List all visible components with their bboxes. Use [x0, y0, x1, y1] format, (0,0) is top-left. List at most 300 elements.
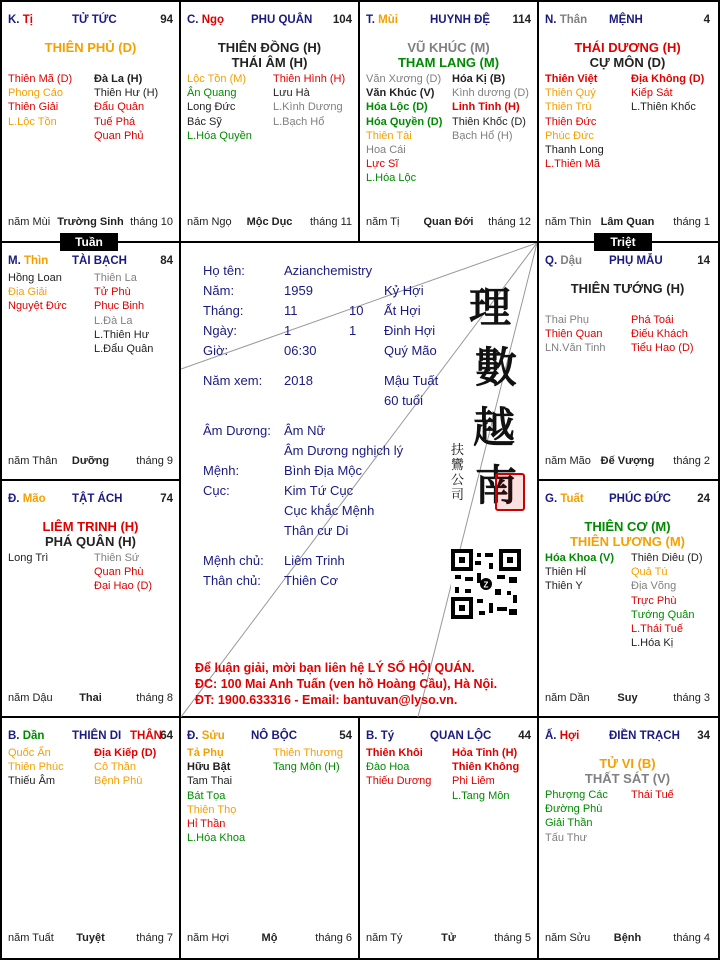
palace-cell — [2, 718, 179, 956]
minor-star: Trực Phù — [631, 594, 677, 607]
minor-star: Phá Toái — [631, 314, 674, 326]
palace-branch: Sửu — [201, 730, 225, 742]
palace-footer — [8, 216, 173, 230]
palace-cell — [539, 243, 716, 479]
minor-star: Văn Xương (D) — [366, 73, 442, 85]
minor-star: Thiên Giải — [8, 101, 59, 114]
minor-star: Long Trì — [8, 552, 49, 564]
palace-branch: Tuất — [560, 493, 584, 505]
palace-month: tháng 5 — [494, 932, 531, 944]
main-star: THẤT SÁT (V) — [584, 771, 671, 786]
palace-age-number: 114 — [512, 14, 531, 26]
minor-stars-left — [366, 72, 442, 186]
amduong-value-2: Âm Dương nghịch lý — [284, 443, 404, 458]
palace-cell — [181, 2, 358, 240]
palace-body-marker: THÂN — [130, 730, 162, 742]
menhchu-label: Mệnh chủ: — [203, 553, 264, 568]
grid-border — [358, 716, 360, 960]
minor-star: Thiên Tài — [366, 129, 412, 142]
day-value-2: 1 — [349, 323, 357, 338]
minor-star: Thiên Quý — [545, 87, 596, 100]
palace-stem: Ấ. — [545, 730, 560, 742]
minor-star: Thiếu Âm — [8, 775, 56, 788]
palace-month: tháng 7 — [136, 932, 173, 944]
calligraphy-char-4: 南 — [475, 461, 518, 510]
minor-star: Văn Khúc (V) — [366, 87, 435, 100]
main-star: LIÊM TRINH (H) — [42, 519, 139, 534]
palace-cell — [360, 2, 537, 240]
palace-header — [545, 493, 710, 507]
palace-position — [545, 255, 582, 267]
palace-month: tháng 1 — [673, 216, 710, 228]
palace-age-number: 94 — [160, 14, 173, 26]
palace-stem: B. — [366, 730, 381, 742]
palace-life-stage: Tử — [441, 932, 456, 944]
cuc-value: Kim Tứ Cục — [284, 483, 354, 498]
grid-border — [179, 0, 181, 243]
main-stars — [539, 281, 716, 296]
tuan-marker: Tuần — [60, 233, 118, 251]
minor-star: Lưu Hà — [273, 87, 310, 100]
minor-star: Hỉ Thần — [187, 817, 226, 830]
minor-star: Địa Kiếp (D) — [94, 747, 157, 759]
main-stars — [360, 40, 537, 70]
month-value-2: 10 — [349, 303, 364, 318]
palace-life-stage: Mộ — [261, 932, 278, 944]
palace-branch: Mão — [22, 493, 46, 505]
minor-star: Tam Thai — [187, 775, 233, 788]
minor-stars-left — [8, 72, 72, 129]
menh-value: Bình Địa Mộc — [284, 463, 363, 478]
minor-star: Thiên Mã (D) — [8, 73, 73, 85]
palace-branch: Thìn — [23, 255, 49, 267]
main-star: THIÊN TƯỚNG (H) — [570, 281, 685, 296]
palace-year: năm Ngọ — [187, 216, 232, 228]
palace-year: năm Sửu — [545, 932, 591, 944]
minor-star: Bệnh Phù — [94, 775, 143, 788]
minor-stars-left — [187, 72, 252, 143]
palace-header — [545, 730, 710, 744]
palace-footer — [8, 692, 173, 706]
main-star: THAM LANG (M) — [397, 55, 500, 70]
grid-border — [179, 716, 181, 960]
grid-border — [0, 0, 720, 2]
year-label: Năm: — [203, 283, 235, 298]
palace-month: tháng 4 — [673, 932, 710, 944]
palace-year: năm Thân — [8, 455, 58, 467]
minor-stars-left — [545, 788, 608, 845]
palace-month: tháng 3 — [673, 692, 710, 704]
minor-star: Thiên Khôi — [366, 747, 423, 759]
day-can: Đinh Hợi — [384, 323, 436, 338]
palace-life-stage: Lâm Quan — [600, 216, 655, 228]
palace-life-stage: Bệnh — [613, 932, 642, 944]
minor-star: Thái Tuế — [631, 789, 674, 801]
palace-cell — [181, 718, 358, 956]
month-can: Ất Hợi — [384, 303, 421, 318]
palace-cell — [2, 2, 179, 240]
main-star: THÁI DƯƠNG (H) — [574, 40, 681, 55]
minor-star: Phượng Các — [545, 789, 608, 801]
minor-star: L.Lộc Tồn — [8, 115, 57, 128]
contact-line-3[interactable]: ĐT: 1900.633316 - Email: bantuvan@lyso.vn. — [195, 693, 458, 707]
palace-footer — [187, 216, 352, 230]
main-stars — [2, 40, 179, 55]
minor-stars-right — [94, 551, 152, 594]
year-can: Kỷ Hợi — [384, 283, 424, 298]
minor-stars-right — [631, 72, 704, 115]
minor-stars-right — [631, 551, 703, 650]
minor-stars-left — [545, 551, 614, 594]
palace-house-name: HUYNH ĐỆ — [430, 14, 491, 26]
palace-house-name: ĐIỀN TRẠCH — [609, 730, 680, 742]
palace-year: năm Mão — [545, 455, 591, 467]
palace-header — [366, 730, 531, 744]
minor-star: Tả Phụ — [187, 747, 224, 759]
palace-position — [8, 255, 48, 267]
minor-star: Hóa Khoa (V) — [545, 552, 615, 564]
minor-star: Hữu Bật — [187, 761, 231, 774]
palace-year: năm Hợi — [187, 932, 230, 944]
palace-footer — [8, 932, 173, 946]
minor-stars-right — [631, 788, 674, 802]
minor-star: Tang Môn (H) — [273, 761, 340, 774]
minor-star: L.Đà La — [94, 314, 133, 327]
contact-line-1: Để luận giải, mời bạn liên hệ LÝ SỐ HỘI QUÁN. — [195, 661, 475, 675]
thanchu-value: Thiên Cơ — [284, 573, 339, 588]
palace-month: tháng 11 — [309, 216, 352, 228]
minor-star: Lực Sĩ — [366, 158, 399, 171]
minor-star: Quốc Ấn — [8, 747, 51, 759]
minor-star: Tiểu Hao (D) — [631, 342, 694, 355]
calligraphy-char-3: 越 — [473, 403, 516, 452]
minor-star: Địa Không (D) — [631, 73, 705, 85]
palace-house-name: TÀI BẠCH — [72, 255, 127, 267]
main-stars — [539, 519, 716, 549]
amduong-value: Âm Nữ — [284, 423, 326, 438]
minor-star: Quan Phù — [94, 566, 144, 579]
palace-stem: G. — [545, 493, 561, 505]
minor-star: Thiên Thương — [273, 747, 344, 759]
minor-star: L.Tang Môn — [452, 789, 510, 802]
palace-month: tháng 10 — [130, 216, 173, 228]
minor-stars-left — [366, 746, 431, 789]
palace-year: năm Dậu — [8, 692, 53, 704]
palace-header — [8, 14, 173, 28]
grid-border — [0, 479, 181, 481]
minor-star: L.Hóa Khoa — [187, 832, 246, 845]
palace-branch: Mùi — [378, 14, 398, 26]
palace-age-number: 104 — [332, 14, 352, 26]
main-stars — [2, 519, 179, 549]
minor-star: Hóa Quyền (D) — [366, 115, 443, 128]
minor-star: L.Thiên Hư — [94, 328, 150, 341]
cuc-label: Cục: — [203, 483, 230, 498]
palace-branch: Dậu — [560, 255, 583, 267]
palace-life-stage: Đế Vượng — [600, 455, 655, 467]
minor-star: Bác Sỹ — [187, 115, 222, 128]
palace-house-name: THIÊN DI — [72, 730, 122, 742]
palace-branch: Tị — [22, 14, 33, 26]
palace-age-number: 74 — [160, 493, 173, 505]
svg-text:Z: Z — [483, 580, 489, 590]
palace-house-name: TẬT ÁCH — [72, 493, 123, 505]
triet-marker: Triệt — [594, 233, 652, 251]
minor-stars-right — [94, 72, 158, 143]
palace-branch: Dần — [22, 730, 45, 742]
palace-cell — [539, 718, 716, 956]
minor-star: Địa Võng — [631, 580, 677, 593]
calligraphy-char-2: 數 — [475, 343, 518, 392]
minor-star: Thiên Quan — [545, 328, 603, 341]
palace-stem: B. — [8, 730, 23, 742]
minor-star: Thai Phụ — [545, 314, 590, 326]
minor-star: L.Kình Dương — [273, 101, 343, 114]
main-star: THIÊN CƠ (M) — [584, 519, 671, 534]
minor-star: Đẩu Quân — [94, 101, 145, 114]
minor-star: Quả Tú — [631, 566, 668, 579]
minor-star: Cô Thần — [94, 761, 136, 774]
hour-value: 06:30 — [284, 343, 317, 358]
main-stars — [539, 40, 716, 70]
main-star: TỬ VI (B) — [599, 756, 656, 771]
palace-month: tháng 8 — [136, 692, 173, 704]
palace-header — [366, 14, 531, 28]
amduong-label: Âm Dương: — [203, 423, 271, 438]
palace-header — [187, 14, 352, 28]
year-value: 1959 — [284, 283, 313, 298]
palace-house-name: QUAN LỘC — [430, 730, 492, 742]
palace-stem: Đ. — [8, 493, 23, 505]
palace-year: năm Tuất — [8, 932, 54, 944]
grid-border — [358, 0, 360, 243]
minor-star: Thiên Khốc (D) — [452, 115, 526, 128]
palace-month: tháng 9 — [136, 455, 173, 467]
main-star: THIÊN ĐỒNG (H) — [217, 40, 322, 55]
minor-star: Phi Liêm — [452, 775, 495, 788]
palace-header — [8, 255, 173, 269]
palace-header — [545, 14, 710, 28]
minor-star: Thiên La — [94, 272, 137, 284]
palace-month: tháng 2 — [673, 455, 710, 467]
minor-star: L.Đẩu Quân — [94, 342, 154, 355]
minor-star: L.Hóa Quyền — [187, 129, 252, 142]
main-star: PHÁ QUÂN (H) — [45, 534, 136, 549]
minor-star: Thiên Trù — [545, 101, 592, 114]
palace-age-number: 4 — [703, 14, 710, 26]
minor-star: Thiên Hư (H) — [94, 87, 159, 100]
minor-stars-right — [94, 746, 156, 789]
minor-star: Hoa Cái — [366, 143, 406, 156]
palace-house-name: NÔ BỘC — [251, 730, 297, 742]
palace-stem: M. — [8, 255, 24, 267]
palace-age-number: 34 — [697, 730, 710, 742]
palace-year: năm Dần — [545, 692, 590, 704]
minor-star: Nguyệt Đức — [8, 300, 67, 313]
minor-star: Kình dương (D) — [452, 87, 529, 100]
minor-star: Thiên Y — [545, 580, 583, 593]
palace-stem: N. — [545, 14, 560, 26]
view-year-label: Năm xem: — [203, 373, 263, 388]
minor-star: Thiên Việt — [545, 73, 598, 85]
center-info-panel — [181, 243, 537, 717]
palace-life-stage: Suy — [617, 692, 638, 704]
palace-stem: Đ. — [187, 730, 202, 742]
minor-star: Đào Hoa — [366, 761, 410, 774]
minor-star: Thiên Không — [452, 761, 520, 774]
view-year-can: Mậu Tuất — [384, 373, 439, 388]
day-value-1: 1 — [284, 323, 292, 338]
month-value-1: 11 — [284, 303, 298, 318]
palace-cell — [360, 718, 537, 956]
view-year-value: 2018 — [284, 373, 313, 388]
palace-position — [366, 14, 398, 26]
minor-star: Thiếu Dương — [366, 775, 432, 788]
palace-position — [545, 493, 584, 505]
palace-age-number: 24 — [697, 493, 710, 505]
minor-star: Điếu Khách — [631, 328, 688, 341]
minor-stars-left — [8, 746, 64, 789]
palace-age-number: 44 — [518, 730, 531, 742]
main-stars — [181, 40, 358, 70]
minor-star: Hóa Lộc (D) — [366, 101, 428, 114]
minor-star: Quan Phủ — [94, 129, 144, 142]
minor-stars-right — [94, 271, 153, 356]
minor-star: Phúc Đức — [545, 129, 594, 142]
minor-star: Đại Hao (D) — [94, 580, 153, 593]
palace-position — [8, 493, 46, 505]
palace-house-name: MỆNH — [609, 14, 643, 26]
day-label: Ngày: — [203, 323, 237, 338]
qr-code-icon[interactable] — [451, 549, 521, 619]
minor-star: Thanh Long — [545, 143, 604, 156]
palace-footer — [545, 216, 710, 230]
minor-star: Kiếp Sát — [631, 87, 673, 100]
main-star: VŨ KHÚC (M) — [407, 40, 490, 55]
minor-stars-left — [8, 271, 67, 314]
palace-position — [545, 14, 587, 26]
palace-position — [187, 14, 224, 26]
minor-stars-right — [452, 746, 519, 803]
thanchu-label: Thân chủ: — [203, 573, 261, 588]
palace-house-name: TỬ TỨC — [72, 14, 117, 26]
palace-house-name: PHU QUÂN — [251, 14, 313, 26]
minor-star: Phong Cáo — [8, 87, 64, 100]
palace-position — [8, 14, 33, 26]
age-value: 60 tuổi — [384, 393, 424, 408]
minor-star: Hồng Loan — [8, 272, 62, 284]
minor-star: Thiên Hỉ — [545, 566, 586, 579]
minor-star: Hỏa Tinh (H) — [452, 747, 518, 759]
minor-star: Ân Quang — [187, 87, 237, 100]
minor-star: Linh Tinh (H) — [452, 101, 520, 114]
hour-can: Quý Mão — [384, 343, 437, 358]
palace-header — [8, 730, 173, 744]
palace-footer — [8, 455, 173, 469]
palace-age-number: 14 — [697, 255, 710, 267]
palace-cell — [2, 243, 179, 479]
palace-month: tháng 6 — [315, 932, 352, 944]
palace-footer — [545, 455, 710, 469]
minor-stars-right — [631, 313, 694, 356]
palace-cell — [539, 2, 716, 240]
minor-star: Bạch Hổ (H) — [452, 129, 513, 142]
palace-house-name: PHÚC ĐỨC — [609, 493, 671, 505]
palace-position — [366, 730, 394, 742]
calligraphy-char-1: 理 — [469, 283, 512, 332]
palace-position — [545, 730, 579, 742]
palace-footer — [187, 932, 352, 946]
hour-label: Giờ: — [203, 343, 229, 358]
seal-stamp — [495, 473, 525, 511]
minor-star: Long Đức — [187, 101, 236, 114]
main-stars — [539, 756, 716, 786]
minor-star: Bát Tọa — [187, 789, 226, 802]
name-label: Họ tên: — [203, 263, 245, 278]
minor-star: Tử Phù — [94, 286, 131, 299]
minor-stars-right — [273, 746, 343, 774]
minor-stars-right — [273, 72, 345, 129]
cuc-value-2: Cục khắc Mệnh — [284, 503, 375, 518]
minor-star: Giải Thần — [545, 817, 593, 830]
palace-stem: T. — [366, 14, 379, 26]
palace-year: năm Tý — [366, 932, 403, 944]
minor-stars-left — [545, 313, 606, 356]
palace-age-number: 64 — [160, 730, 173, 742]
palace-branch: Ngọ — [201, 14, 225, 26]
minor-star: Phục Binh — [94, 300, 145, 313]
palace-life-stage: Dưỡng — [71, 455, 110, 467]
palace-branch: Hợi — [559, 730, 580, 742]
palace-header — [187, 730, 352, 744]
main-star: THÁI ÂM (H) — [231, 55, 308, 70]
minor-star: Lộc Tồn (M) — [187, 73, 247, 85]
minor-star: Thiên Sứ — [94, 552, 140, 564]
minor-star: L.Bạch Hổ — [273, 115, 325, 128]
palace-stem: Q. — [545, 255, 561, 267]
palace-age-number: 84 — [160, 255, 173, 267]
palace-position — [8, 730, 44, 742]
palace-stem: K. — [8, 14, 23, 26]
palace-year: năm Tị — [366, 216, 400, 228]
palace-month: tháng 12 — [488, 216, 531, 228]
palace-branch: Thân — [559, 14, 588, 26]
palace-age-number: 54 — [339, 730, 352, 742]
cuc-value-3: Thân cư Di — [284, 523, 349, 538]
palace-life-stage: Trường Sinh — [57, 216, 124, 228]
palace-footer — [366, 932, 531, 946]
minor-star: L.Hóa Kị — [631, 637, 674, 650]
palace-branch: Tý — [380, 730, 395, 742]
menhchu-value: Liêm Trinh — [284, 553, 345, 568]
minor-star: L.Thái Tuế — [631, 622, 683, 635]
minor-star: L.Thiên Khốc — [631, 101, 696, 114]
palace-position — [187, 730, 225, 742]
minor-stars-right — [452, 72, 529, 143]
palace-year: năm Thìn — [545, 216, 592, 228]
palace-footer — [545, 692, 710, 706]
minor-star: Đà La (H) — [94, 73, 143, 85]
minor-stars-left — [545, 72, 604, 171]
palace-footer — [366, 216, 531, 230]
palace-header — [8, 493, 173, 507]
palace-life-stage: Thai — [79, 692, 102, 704]
contact-line-2: ĐC: 100 Mai Anh Tuấn (ven hồ Hoàng Cầu), Hà Nội. — [195, 677, 498, 691]
calligraphy-small: 扶鸞公司 — [451, 443, 465, 503]
main-star: THIÊN PHỦ (D) — [44, 40, 137, 55]
minor-star: Thiên Đức — [545, 115, 597, 128]
minor-star: L.Hóa Lộc — [366, 172, 417, 185]
